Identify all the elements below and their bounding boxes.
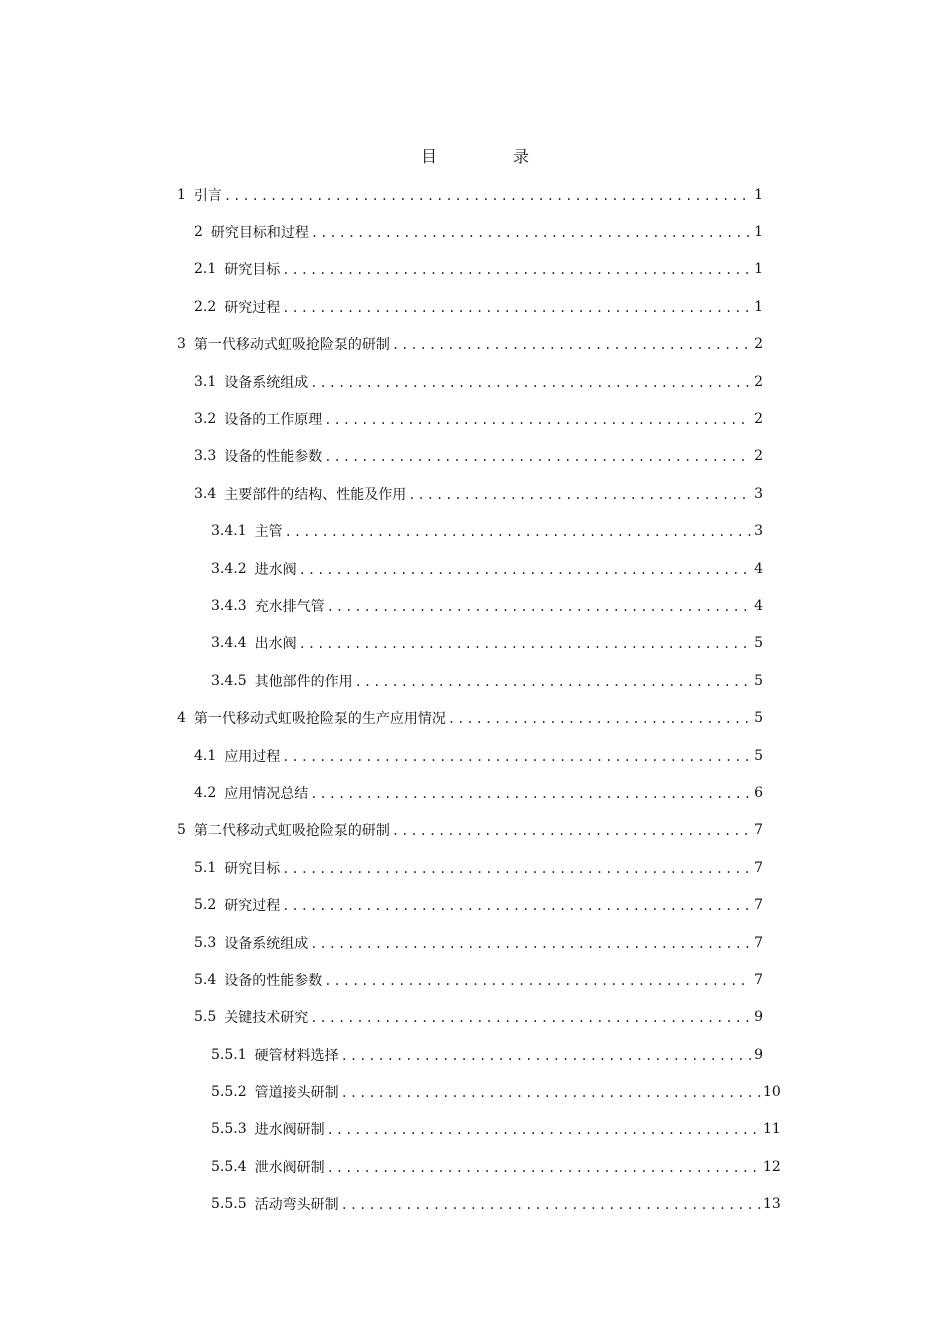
toc-entry-title: 引言 <box>193 187 222 204</box>
toc-entry-title: 研究目标 <box>224 262 281 279</box>
toc-entry[interactable] <box>177 1111 781 1148</box>
toc-dot-leader <box>282 301 751 315</box>
toc-entry[interactable] <box>177 699 773 736</box>
toc-entry[interactable] <box>177 849 773 886</box>
toc-entry[interactable] <box>177 400 773 437</box>
toc-entry-number: 2.1 <box>194 261 217 278</box>
toc-entry-page: 1 <box>754 298 763 315</box>
toc-entry-title: 硬管材料选择 <box>254 1047 339 1064</box>
toc-entry-number: 5.1 <box>194 859 217 876</box>
toc-entry[interactable] <box>177 662 773 699</box>
toc-entry-title: 主要部件的结构、性能及作用 <box>224 486 407 503</box>
toc-entry-number: 2 <box>194 224 203 241</box>
toc-entry-title: 出水阀 <box>254 636 297 653</box>
toc-entry-number: 1 <box>177 186 186 203</box>
toc-entry-page: 7 <box>754 822 763 839</box>
toc-entry[interactable] <box>177 737 773 774</box>
toc-entry[interactable] <box>177 961 773 998</box>
toc-dot-leader <box>324 413 751 427</box>
toc-entry-page: 5 <box>754 672 763 689</box>
toc-entry-title: 第一代移动式虹吸抢险泵的生产应用情况 <box>193 711 446 728</box>
toc-dot-leader <box>327 1161 761 1175</box>
toc-entry-title: 活动弯头研制 <box>254 1197 339 1214</box>
toc-entry[interactable] <box>177 774 773 811</box>
toc-dot-leader <box>324 450 751 464</box>
toc-dot-leader <box>327 1123 761 1137</box>
toc-entry-page: 12 <box>763 1158 781 1175</box>
toc-entry[interactable] <box>177 438 773 475</box>
toc-entry-number: 3.4.5 <box>211 672 247 689</box>
toc-dot-leader <box>310 937 751 951</box>
toc-entry-number: 3.4.1 <box>211 523 247 540</box>
toc-entry-page: 7 <box>754 934 763 951</box>
toc-entry[interactable] <box>177 326 773 363</box>
toc-entry-number: 5.5.4 <box>211 1158 247 1175</box>
toc-entry-title: 设备系统组成 <box>224 935 309 952</box>
toc-dot-leader <box>392 824 751 838</box>
toc-entry-page: 7 <box>754 859 763 876</box>
toc-dot-leader <box>310 376 751 390</box>
toc-entry-title: 研究过程 <box>224 299 281 316</box>
toc-dot-leader <box>299 563 751 577</box>
toc-entry-number: 3.4.4 <box>211 635 247 652</box>
toc-entry[interactable] <box>177 886 773 923</box>
toc-entry-number: 4 <box>177 710 186 727</box>
toc-entry[interactable] <box>177 251 773 288</box>
toc-entry-title: 关键技术研究 <box>224 1010 309 1027</box>
toc-entry-page: 5 <box>754 710 763 727</box>
toc-entry-number: 4.1 <box>194 747 217 764</box>
toc-entry[interactable] <box>177 1036 773 1073</box>
toc-entry-number: 4.2 <box>194 784 217 801</box>
toc-dot-leader <box>392 338 751 352</box>
toc-entry-page: 1 <box>754 186 763 203</box>
toc-entry-page: 2 <box>754 448 763 465</box>
toc-entry[interactable] <box>177 924 773 961</box>
toc-dot-leader <box>282 899 751 913</box>
toc-entry-title: 进水阀 <box>254 561 297 578</box>
toc-entry-title: 主管 <box>254 524 283 541</box>
toc-entry-page: 3 <box>754 523 763 540</box>
toc-entry-title: 其他部件的作用 <box>254 673 353 690</box>
toc-entry-title: 管道接头研制 <box>254 1085 339 1102</box>
toc-entry-page: 7 <box>754 897 763 914</box>
toc-entry-page: 2 <box>754 373 763 390</box>
toc-entry-page: 6 <box>754 784 763 801</box>
toc-dot-leader <box>282 750 751 764</box>
toc-entry-number: 5.4 <box>194 971 217 988</box>
toc-entry-title: 泄水阀研制 <box>254 1159 325 1176</box>
toc-entry[interactable] <box>177 363 773 400</box>
toc-entry[interactable] <box>177 587 773 624</box>
toc-entry-page: 2 <box>754 336 763 353</box>
toc-entry-number: 5.5.3 <box>211 1121 247 1138</box>
toc-entry[interactable] <box>177 1073 781 1110</box>
toc-dot-leader <box>448 712 751 726</box>
toc-entry[interactable] <box>177 812 773 849</box>
toc-entry-title: 设备系统组成 <box>224 374 309 391</box>
toc-entry-page: 2 <box>754 411 763 428</box>
toc-entry-title: 充水排气管 <box>254 598 325 615</box>
toc-entry-page: 1 <box>754 224 763 241</box>
toc-entry-title: 第二代移动式虹吸抢险泵的研制 <box>193 823 390 840</box>
toc-entry-page: 13 <box>763 1196 781 1213</box>
toc-dot-leader <box>310 1011 751 1025</box>
toc-entry-number: 5.3 <box>194 934 217 951</box>
toc-title: 目 录 <box>420 147 559 166</box>
toc-entry[interactable] <box>177 550 773 587</box>
toc-entry-number: 3.4.3 <box>211 597 247 614</box>
toc-entry-number: 5.5 <box>194 1009 217 1026</box>
toc-entry-title: 设备的工作原理 <box>224 412 323 429</box>
toc-entry-page: 4 <box>754 597 763 614</box>
toc-dot-leader <box>299 637 751 651</box>
toc-entry[interactable] <box>177 176 773 213</box>
toc-entry[interactable] <box>177 1186 781 1223</box>
toc-entry-number: 3.2 <box>194 411 217 428</box>
toc-entry-title: 应用情况总结 <box>224 785 309 802</box>
toc-entry[interactable] <box>177 475 773 512</box>
toc-entry-number: 5.5.1 <box>211 1046 247 1063</box>
toc-entry-number: 5 <box>177 822 186 839</box>
toc-dot-leader <box>285 525 751 539</box>
toc-entry-title: 设备的性能参数 <box>224 449 323 466</box>
toc-entry-number: 3.1 <box>194 373 217 390</box>
toc-entry-page: 9 <box>754 1046 763 1063</box>
toc-entry-page: 10 <box>763 1084 781 1101</box>
toc-entry-title: 研究目标和过程 <box>210 225 309 242</box>
toc-entry-page: 4 <box>754 560 763 577</box>
toc-entry-title: 进水阀研制 <box>254 1122 325 1139</box>
toc-dot-leader <box>408 488 751 502</box>
toc-entry-page: 11 <box>763 1121 781 1138</box>
toc-entry-number: 3 <box>177 336 186 353</box>
toc-entry-number: 3.3 <box>194 448 217 465</box>
toc-entry-page: 5 <box>754 635 763 652</box>
toc-entry-title: 应用过程 <box>224 748 281 765</box>
toc-dot-leader <box>355 675 751 689</box>
toc-dot-leader <box>282 263 751 277</box>
toc-dot-leader <box>310 787 751 801</box>
toc-entry-page: 1 <box>754 261 763 278</box>
toc-entry-number: 5.5.2 <box>211 1084 247 1101</box>
toc-entry-page: 7 <box>754 971 763 988</box>
toc-entry[interactable] <box>177 513 773 550</box>
toc-dot-leader <box>224 189 751 203</box>
toc-dot-leader <box>311 226 751 240</box>
toc-entry-title: 研究目标 <box>224 860 281 877</box>
toc-dot-leader <box>341 1049 751 1063</box>
toc-entry[interactable] <box>177 999 773 1036</box>
toc-entry[interactable] <box>177 625 773 662</box>
toc-entry[interactable] <box>177 288 773 325</box>
toc-entry-page: 3 <box>754 485 763 502</box>
toc-list <box>177 176 781 1223</box>
toc-entry-title: 设备的性能参数 <box>224 972 323 989</box>
toc-entry-page: 9 <box>754 1009 763 1026</box>
toc-entry-number: 5.2 <box>194 897 217 914</box>
toc-entry-number: 2.2 <box>194 298 217 315</box>
toc-dot-leader <box>341 1198 761 1212</box>
toc-dot-leader <box>341 1086 761 1100</box>
toc-entry-number: 3.4.2 <box>211 560 247 577</box>
toc-entry[interactable] <box>177 213 773 250</box>
toc-dot-leader <box>324 974 751 988</box>
toc-dot-leader <box>327 600 751 614</box>
toc-entry-page: 5 <box>754 747 763 764</box>
toc-entry-title: 研究过程 <box>224 898 281 915</box>
toc-entry-number: 5.5.5 <box>211 1196 247 1213</box>
toc-entry-number: 3.4 <box>194 485 217 502</box>
toc-entry-title: 第一代移动式虹吸抢险泵的研制 <box>193 337 390 354</box>
toc-dot-leader <box>282 862 751 876</box>
toc-entry[interactable] <box>177 1148 781 1185</box>
